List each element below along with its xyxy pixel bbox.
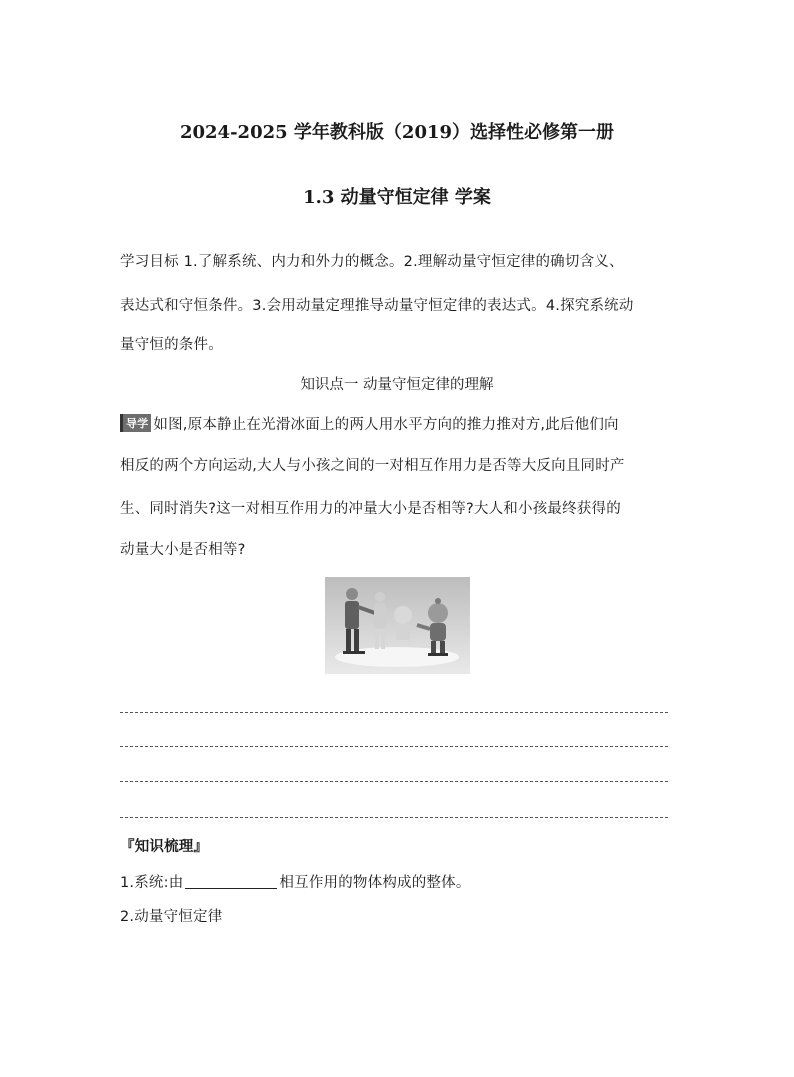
knowledge-summary-heading: 『知识梳理』	[120, 839, 209, 855]
answer-line-4	[120, 817, 668, 818]
document-title: 2024-2025 学年教科版（2019）选择性必修第一册	[179, 122, 615, 143]
objectives-line-1: 学习目标 1.了解系统、内力和外力的概念。2.理解动量守恒定律的确切含义、	[120, 254, 624, 270]
guide-paragraph-line-2: 相反的两个方向运动,大人与小孩之间的一对相互作用力是否等大反向且同时产	[120, 458, 625, 474]
section-heading: 知识点一 动量守恒定律的理解	[300, 377, 494, 393]
summary-item-1-suffix: 相互作用的物体构成的整体。	[279, 875, 471, 891]
fill-in-blank[interactable]	[185, 874, 277, 889]
guide-paragraph-line-1	[120, 413, 680, 434]
summary-item-1	[120, 871, 680, 892]
guide-paragraph-line-3: 生、同时消失?这一对相互作用力的冲量大小是否相等?大人和小孩最终获得的	[120, 501, 621, 517]
summary-item-2: 2.动量守恒定律	[120, 909, 223, 925]
answer-line-3	[120, 781, 668, 782]
answer-line-2	[120, 746, 668, 747]
summary-item-1-prefix: 1.系统:由	[120, 875, 184, 891]
guide-badge: 导学	[120, 414, 151, 432]
guide-text-line-1: 如图,原本静止在光滑冰面上的两人用水平方向的推力推对方,此后他们向	[153, 417, 619, 433]
document-subtitle: 1.3 动量守恒定律 学案	[303, 187, 491, 208]
ice-skaters-illustration	[325, 577, 470, 674]
answer-line-1	[120, 712, 668, 713]
objectives-line-3: 量守恒的条件。	[120, 337, 223, 353]
objectives-line-2: 表达式和守恒条件。3.会用动量定理推导动量守恒定律的表达式。4.探究系统动	[120, 298, 634, 314]
guide-paragraph-line-4: 动量大小是否相等?	[120, 542, 246, 558]
